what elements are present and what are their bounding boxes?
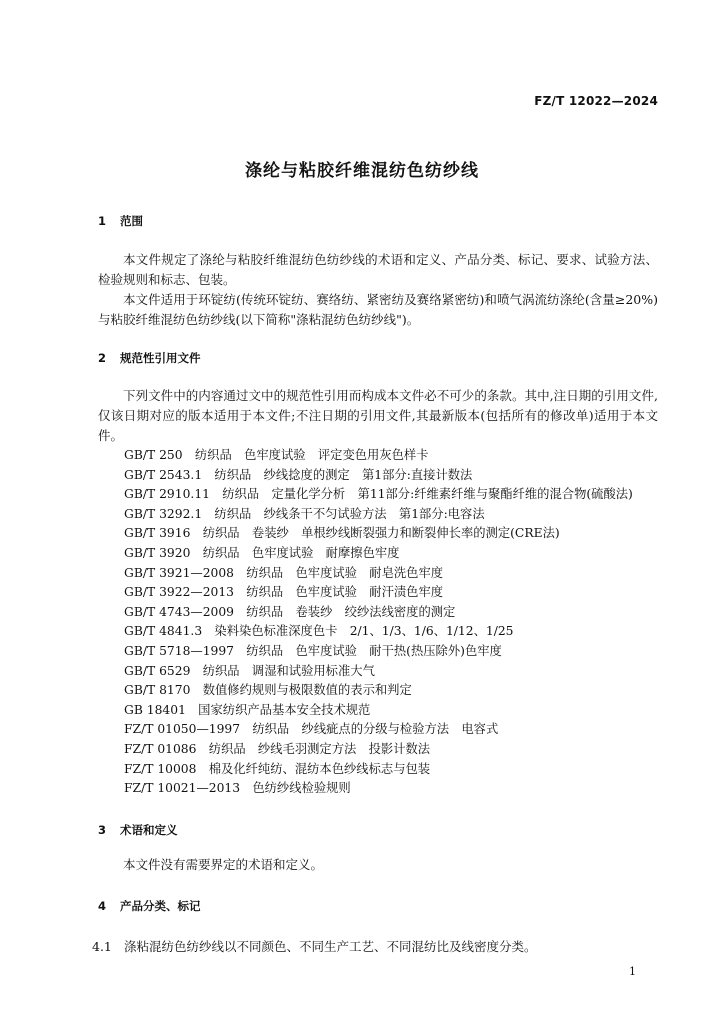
reference-item: GB 18401 国家纺织产品基本安全技术规范 <box>124 702 371 717</box>
section-2-heading <box>98 350 201 366</box>
section-title: 产品分类、标记 <box>120 899 201 913</box>
clause-number: 4.1 <box>92 939 112 954</box>
paragraph: 本文件没有需要界定的术语和定义。 <box>123 857 324 872</box>
reference-item: GB/T 3916 纺织品 卷装纱 单根纱线断裂强力和断裂伸长率的测定(CRE法) <box>124 526 560 541</box>
reference-item: FZ/T 01050—1997 纺织品 纱线疵点的分级与检验方法 电容式 <box>124 722 499 737</box>
reference-item: GB/T 6529 纺织品 调湿和试验用标准大气 <box>124 663 375 678</box>
reference-item: GB/T 2543.1 纺织品 纱线捻度的测定 第1部分:直接计数法 <box>124 467 473 482</box>
reference-item: GB/T 3920 纺织品 色牢度试验 耐摩擦色牢度 <box>124 545 400 560</box>
section-number: 2 <box>98 351 107 365</box>
document-title: 涤纶与粘胶纤维混纺色纺纱线 <box>245 161 479 181</box>
reference-item: FZ/T 01086 纺织品 纱线毛羽测定方法 投影计数法 <box>124 741 431 756</box>
reference-item: GB/T 3922—2013 纺织品 色牢度试验 耐汗渍色牢度 <box>124 585 444 600</box>
paragraph: 本文件适用于环锭纺(传统环锭纺、赛络纺、紧密纺及赛络紧密纺)和喷气涡流纺涤纶(含量≥20%)与粘胶纤维混纺色纺纱线(以下简称"涤粘混纺色纺纱线")。 <box>98 292 658 327</box>
paragraph: 本文件规定了涤纶与粘胶纤维混纺色纺纱线的术语和定义、产品分类、标记、要求、试验方法、检验规则和标志、包装。 <box>98 252 658 287</box>
reference-item: GB/T 5718—1997 纺织品 色牢度试验 耐干热(热压除外)色牢度 <box>124 643 502 658</box>
reference-item: FZ/T 10008 棉及化纤纯纺、混纺本色纱线标志与包装 <box>124 761 431 776</box>
section-number: 4 <box>98 899 107 913</box>
section-number: 1 <box>98 214 107 228</box>
section-title: 范围 <box>120 214 143 228</box>
reference-list <box>124 446 633 799</box>
page-number: 1 <box>629 965 636 978</box>
section-1-heading <box>98 213 143 229</box>
clause-4-1 <box>92 937 537 955</box>
reference-item: GB/T 4841.3 染料染色标准深度色卡 2/1、1/3、1/6、1/12、1/25 <box>124 624 514 639</box>
section-number: 3 <box>98 823 107 837</box>
clause-text: 涤粘混纺色纺纱线以不同颜色、不同生产工艺、不同混纺比及线密度分类。 <box>124 939 537 954</box>
reference-item: FZ/T 10021—2013 色纺纱线检验规则 <box>124 781 351 796</box>
section-title: 规范性引用文件 <box>120 351 201 365</box>
section-4-heading <box>98 898 201 914</box>
paragraph: 下列文件中的内容通过文中的规范性引用而构成本文件必不可少的条款。其中,注日期的引用文件,仅该日期对应的版本适用于本文件;不注日期的引用文件,其最新版本(包括所有的修改单)适用于本文件。 <box>98 388 658 443</box>
reference-item: GB/T 2910.11 纺织品 定量化学分析 第11部分:纤维素纤维与聚酯纤维的混合物(硫酸法) <box>124 487 633 502</box>
reference-item: GB/T 3292.1 纺织品 纱线条干不匀试验方法 第1部分:电容法 <box>124 506 485 521</box>
reference-item: GB/T 250 纺织品 色牢度试验 评定变色用灰色样卡 <box>124 448 429 462</box>
reference-item: GB/T 4743—2009 纺织品 卷装纱 绞纱法线密度的测定 <box>124 604 456 619</box>
section-title: 术语和定义 <box>120 823 178 837</box>
standard-code: FZ/T 12022—2024 <box>534 94 658 108</box>
section-3-heading <box>98 822 178 838</box>
reference-item: GB/T 3921—2008 纺织品 色牢度试验 耐皂洗色牢度 <box>124 565 444 580</box>
reference-item: GB/T 8170 数值修约规则与极限数值的表示和判定 <box>124 683 412 698</box>
